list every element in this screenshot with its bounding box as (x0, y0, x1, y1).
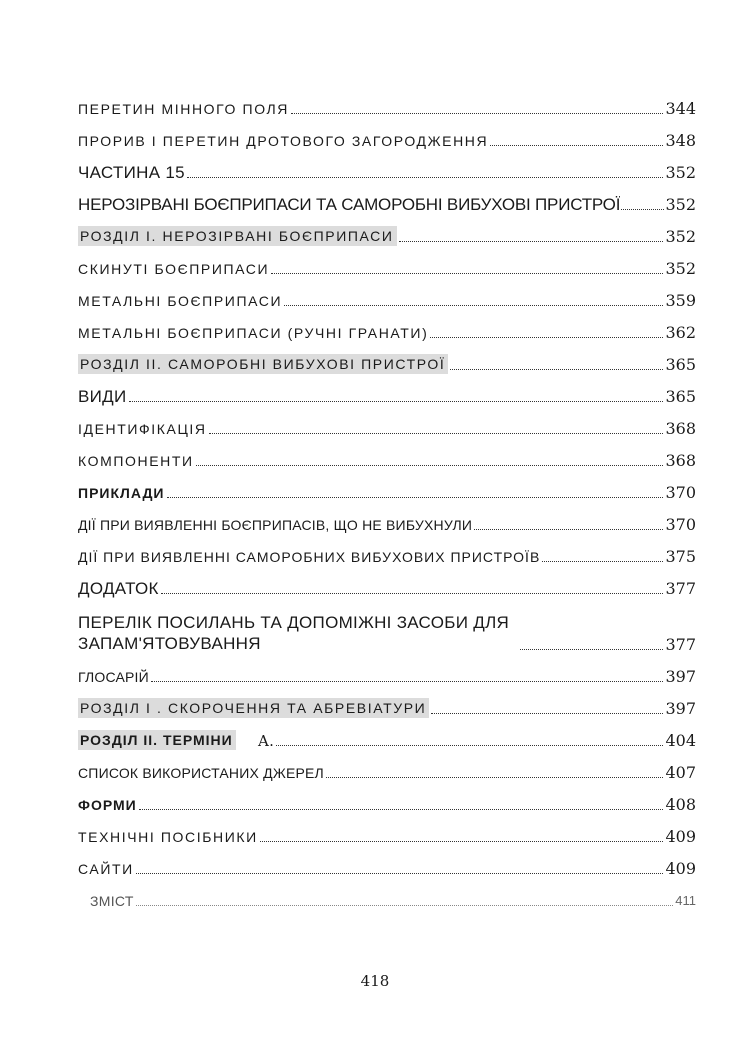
toc-entry-page: 404 (665, 731, 696, 750)
toc-entry-title: ТЕХНІЧНІ ПОСІБНИКИ (78, 829, 258, 845)
toc-entry[interactable] (78, 756, 696, 788)
toc-entry-page: 344 (665, 99, 696, 118)
dot-leader (326, 777, 664, 778)
dot-leader (399, 241, 664, 242)
toc-entry-title: ПЕРЕТИН МІННОГО ПОЛЯ (78, 101, 290, 117)
toc-entry-title: ІДЕНТИФІКАЦІЯ (78, 421, 207, 437)
dot-leader (490, 145, 663, 146)
toc-entry[interactable] (78, 660, 696, 692)
toc-entry[interactable] (78, 540, 696, 572)
toc-entry[interactable] (78, 852, 696, 884)
toc-entry-title: ГЛОСАРІЙ (78, 669, 149, 685)
toc-entry-title: РОЗДІЛ І . СКОРОЧЕННЯ ТА АБРЕВІАТУРИ (78, 698, 429, 718)
toc-entry-page: 370 (665, 515, 696, 534)
toc-entry-title: ДІЇ ПРИ ВИЯВЛЕННІ САМОРОБНИХ ВИБУХОВИХ ПРИСТРОЇВ (78, 549, 541, 565)
toc-entry[interactable] (78, 820, 696, 852)
toc-entry-page: 397 (665, 699, 696, 718)
toc-entry-page: 377 (665, 635, 696, 654)
toc-entry[interactable] (78, 220, 696, 252)
toc-entry[interactable] (78, 692, 696, 724)
toc-entry[interactable] (78, 156, 696, 188)
toc-entry[interactable] (78, 476, 696, 508)
toc-entry-title: НЕРОЗІРВАНІ БОЄПРИПАСИ ТА САМОРОБНІ ВИБУХОВІ ПРИСТРОЇ (78, 196, 621, 214)
toc-entry-page: 348 (665, 131, 696, 150)
toc-entry[interactable] (78, 284, 696, 316)
toc-entry[interactable] (78, 572, 696, 604)
toc-entry-page: 365 (665, 355, 696, 374)
toc-entry-page: 377 (665, 579, 696, 598)
toc-entry-title: РОЗДІЛ І. НЕРОЗІРВАНІ БОЄПРИПАСИ (78, 226, 397, 246)
toc-entry[interactable] (78, 124, 696, 156)
dot-leader (139, 809, 664, 810)
toc-entry-title: СПИСОК ВИКОРИСТАНИХ ДЖЕРЕЛ (78, 765, 324, 781)
dot-leader (209, 433, 664, 434)
toc-entry-title: ВИДИ (78, 388, 127, 406)
dot-leader (196, 465, 664, 466)
page-number: 418 (360, 972, 390, 990)
dot-leader (621, 209, 664, 210)
toc-entry-page: 411 (675, 893, 696, 908)
toc-entry-title: ЗМІСТ (90, 893, 134, 909)
toc-entry[interactable] (78, 444, 696, 476)
toc-entry-page: 352 (665, 227, 696, 246)
dot-leader (431, 713, 663, 714)
toc-entry-title: МЕТАЛЬНІ БОЄПРИПАСИ (78, 293, 283, 309)
dot-leader (474, 529, 663, 530)
dot-leader (284, 305, 663, 306)
toc-entry[interactable] (78, 252, 696, 284)
dot-leader (291, 113, 663, 114)
toc-entry-page: 352 (665, 259, 696, 278)
toc-entry-page: 362 (665, 323, 696, 342)
toc-entry-subtitle: А. (257, 732, 274, 750)
toc-entry-page: 365 (665, 387, 696, 406)
dot-leader (187, 177, 664, 178)
dot-leader (129, 401, 664, 402)
toc-entry-title: ФОРМИ (78, 797, 137, 813)
toc-entry-title: ПЕРЕЛІК ПОСИЛАНЬ ТА ДОПОМІЖНІ ЗАСОБИ ДЛЯ ЗАПАМ'ЯТОВУВАННЯ (78, 613, 510, 653)
dot-leader (430, 337, 663, 338)
toc-entry[interactable] (78, 788, 696, 820)
toc-entry-page: 409 (665, 859, 696, 878)
dot-leader (260, 841, 664, 842)
toc-entry-title: КОМПОНЕНТИ (78, 453, 194, 469)
toc-entry-title: РОЗДІЛ ІІ. САМОРОБНІ ВИБУХОВІ ПРИСТРОЇ (78, 354, 448, 374)
toc-entry[interactable] (78, 724, 696, 756)
toc-entry-title: САЙТИ (78, 861, 134, 877)
toc-entry-page: 359 (665, 291, 696, 310)
toc-entry[interactable] (78, 412, 696, 444)
toc-entry[interactable] (78, 188, 696, 220)
dot-leader (276, 745, 664, 746)
toc-entry-title: ПРИКЛАДИ (78, 485, 165, 501)
dot-leader (520, 649, 663, 650)
dot-leader (161, 593, 664, 594)
toc-entry-page: 409 (665, 827, 696, 846)
toc-entry[interactable] (78, 884, 696, 916)
toc-entry-page: 408 (665, 795, 696, 814)
toc-entry-page: 368 (665, 451, 696, 470)
toc-entry[interactable] (78, 380, 696, 412)
toc-entry-page: 375 (665, 547, 696, 566)
dot-leader (167, 497, 664, 498)
toc-entry-title: ПРОРИВ І ПЕРЕТИН ДРОТОВОГО ЗАГОРОДЖЕННЯ (78, 133, 489, 149)
toc-entry-title: ЧАСТИНА 15 (78, 164, 185, 182)
dot-leader (136, 873, 664, 874)
toc-entry[interactable] (78, 604, 696, 660)
table-of-contents (78, 92, 696, 916)
toc-entry-page: 370 (665, 483, 696, 502)
toc-entry[interactable] (78, 316, 696, 348)
toc-entry[interactable] (78, 508, 696, 540)
toc-entry-title: ДОДАТОК (78, 580, 159, 598)
toc-entry-page: 397 (665, 667, 696, 686)
dot-leader (136, 905, 674, 906)
toc-entry-title: СКИНУТІ БОЄПРИПАСИ (78, 261, 270, 277)
dot-leader (151, 681, 664, 682)
toc-entry-page: 407 (665, 763, 696, 782)
dot-leader (271, 273, 663, 274)
toc-entry-page: 352 (665, 163, 696, 182)
toc-entry-page: 352 (665, 195, 696, 214)
toc-entry[interactable] (78, 348, 696, 380)
dot-leader (542, 561, 663, 562)
toc-entry-title: МЕТАЛЬНІ БОЄПРИПАСИ (РУЧНІ ГРАНАТИ) (78, 325, 429, 341)
toc-entry-title: РОЗДІЛ ІІ. ТЕРМІНИ (78, 730, 236, 750)
toc-entry-page: 368 (665, 419, 696, 438)
dot-leader (450, 369, 663, 370)
toc-entry-title: ДІЇ ПРИ ВИЯВЛЕННІ БОЄПРИПАСІВ, ЩО НЕ ВИБУХНУЛИ (78, 517, 473, 533)
toc-entry[interactable] (78, 92, 696, 124)
